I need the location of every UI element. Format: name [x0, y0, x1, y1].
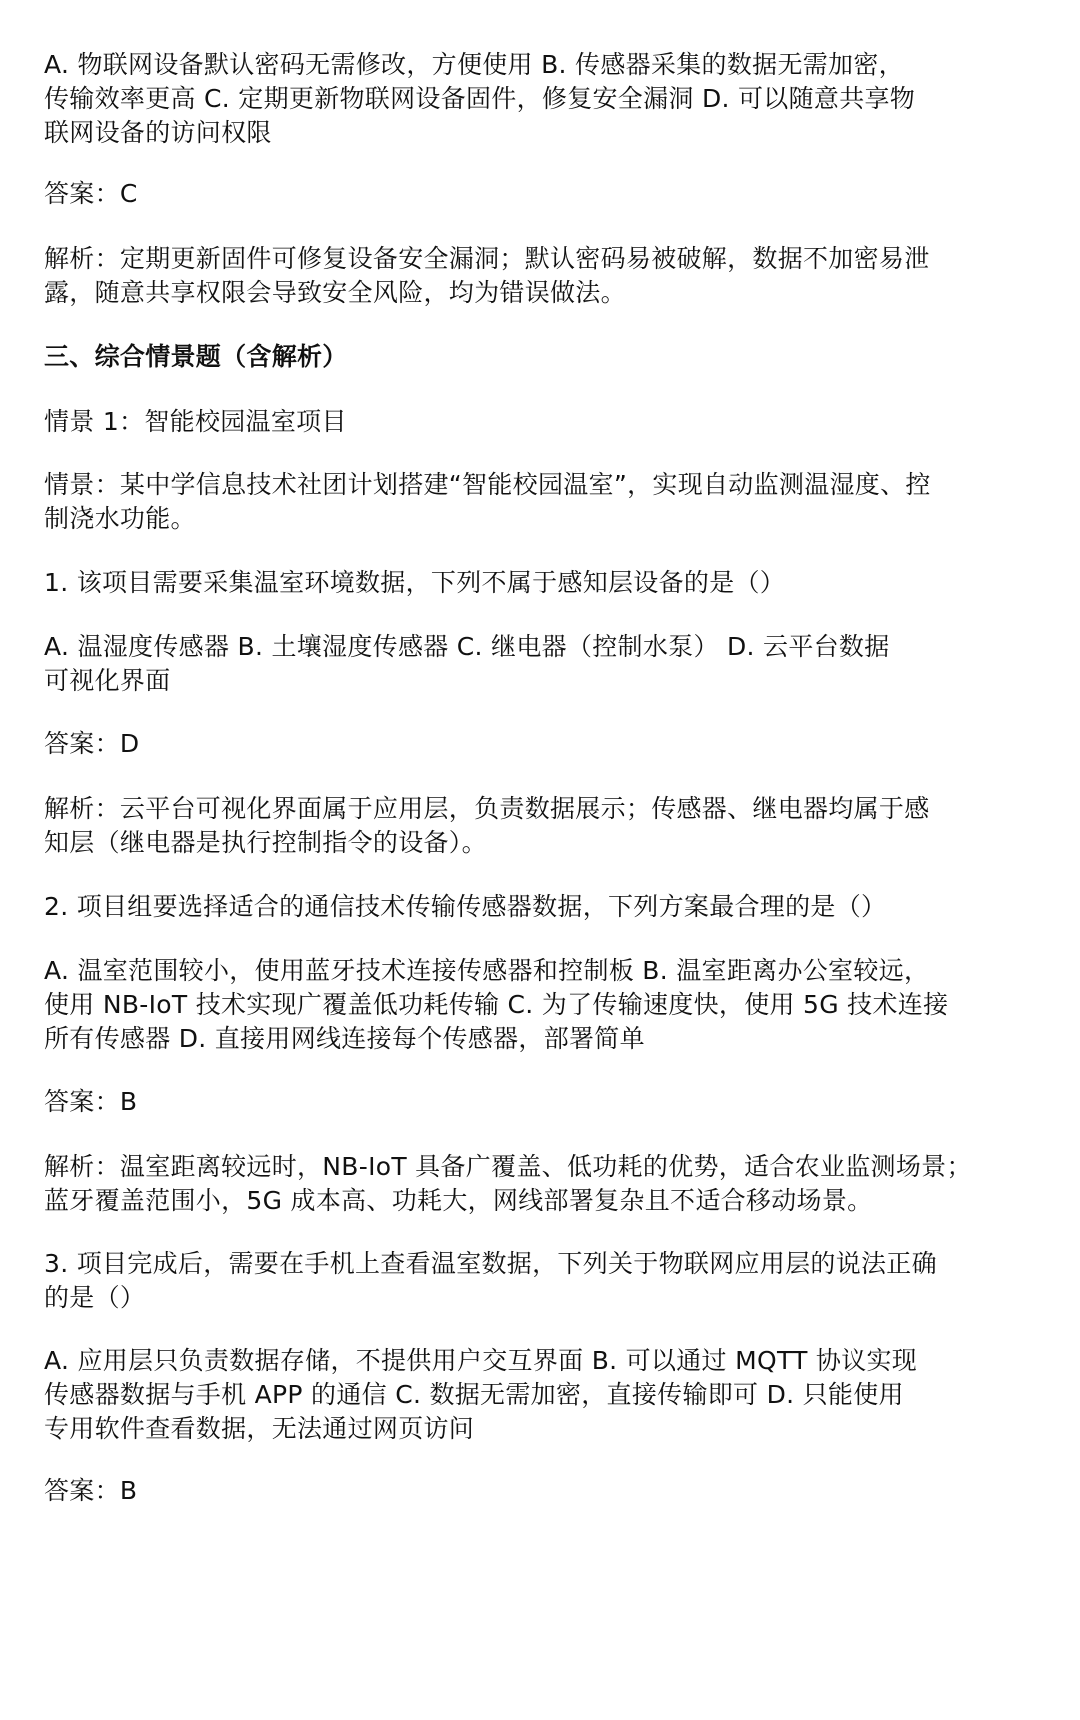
text-line: 传输效率更高 C. 定期更新物联网设备固件，修复安全漏洞 D. 可以随意共享物 [44, 84, 916, 113]
answer-text: 答案：B [44, 1476, 138, 1505]
text-line: 可视化界面 [44, 666, 171, 695]
text-line: 制浇水功能。 [44, 504, 196, 533]
q1-options [44, 630, 939, 698]
text-line: 使用 NB-IoT 技术实现广覆盖低功耗传输 C. 为了传输速度快，使用 5G 技术连接 [44, 990, 949, 1019]
text-line: 情景：某中学信息技术社团计划搭建“智能校园温室”，实现自动监测温湿度、控 [44, 470, 931, 499]
scenario-description [44, 468, 939, 536]
scenario-title: 情景 1：智能校园温室项目 [44, 407, 347, 436]
text-line: 3. 项目完成后，需要在手机上查看温室数据，下列关于物联网应用层的说法正确 [44, 1249, 937, 1278]
text-line: 专用软件查看数据，无法通过网页访问 [44, 1414, 475, 1443]
text-line: 联网设备的访问权限 [44, 118, 272, 147]
answer-text: 答案：D [44, 729, 140, 758]
text-line: A. 物联网设备默认密码无需修改，方便使用 B. 传感器采集的数据无需加密， [44, 50, 904, 79]
q3-options [44, 1344, 939, 1446]
q2-options [44, 954, 949, 1056]
section-title: 三、综合情景题（含解析） [44, 342, 348, 371]
text-line: A. 温湿度传感器 B. 土壤湿度传感器 C. 继电器（控制水泵） D. 云平台数据 [44, 632, 890, 661]
text-line: 传感器数据与手机 APP 的通信 C. 数据无需加密，直接传输即可 D. 只能使用 [44, 1380, 904, 1409]
text-line: 所有传感器 D. 直接用网线连接每个传感器，部署简单 [44, 1024, 645, 1053]
prev-question-analysis [44, 242, 939, 310]
question-stem: 2. 项目组要选择适合的通信技术传输传感器数据，下列方案最合理的是（） [44, 892, 887, 921]
text-line: 解析：温室距离较远时，NB-IoT 具备广覆盖、低功耗的优势，适合农业监测场景； [44, 1152, 972, 1181]
q2-analysis [44, 1150, 972, 1218]
q1-analysis [44, 792, 939, 860]
text-line: 蓝牙覆盖范围小，5G 成本高、功耗大，网线部署复杂且不适合移动场景。 [44, 1186, 873, 1215]
text-line: 露，随意共享权限会导致安全风险，均为错误做法。 [44, 278, 626, 307]
text-line: 知层（继电器是执行控制指令的设备）。 [44, 828, 487, 857]
q2-stem [44, 890, 939, 924]
q3-stem [44, 1247, 939, 1315]
answer-text: 答案：B [44, 1087, 138, 1116]
text-line: 解析：定期更新固件可修复设备安全漏洞；默认密码易被破解，数据不加密易泄 [44, 244, 930, 273]
q3-answer [44, 1474, 939, 1508]
text-line: A. 应用层只负责数据存储，不提供用户交互界面 B. 可以通过 MQTT 协议实现 [44, 1346, 918, 1375]
question-stem: 1. 该项目需要采集温室环境数据，下列不属于感知层设备的是（） [44, 568, 786, 597]
scenario-heading [44, 405, 939, 439]
text-line: A. 温室范围较小，使用蓝牙技术连接传感器和控制板 B. 温室距离办公室较远， [44, 956, 930, 985]
q1-stem [44, 566, 939, 600]
q1-answer [44, 727, 939, 761]
prev-question-options [44, 48, 939, 150]
text-line: 解析：云平台可视化界面属于应用层，负责数据展示；传感器、继电器均属于感 [44, 794, 930, 823]
prev-question-answer [44, 177, 939, 211]
section-heading [44, 340, 939, 374]
q2-answer [44, 1085, 939, 1119]
answer-text: 答案：C [44, 179, 138, 208]
text-line: 的是（） [44, 1283, 146, 1312]
